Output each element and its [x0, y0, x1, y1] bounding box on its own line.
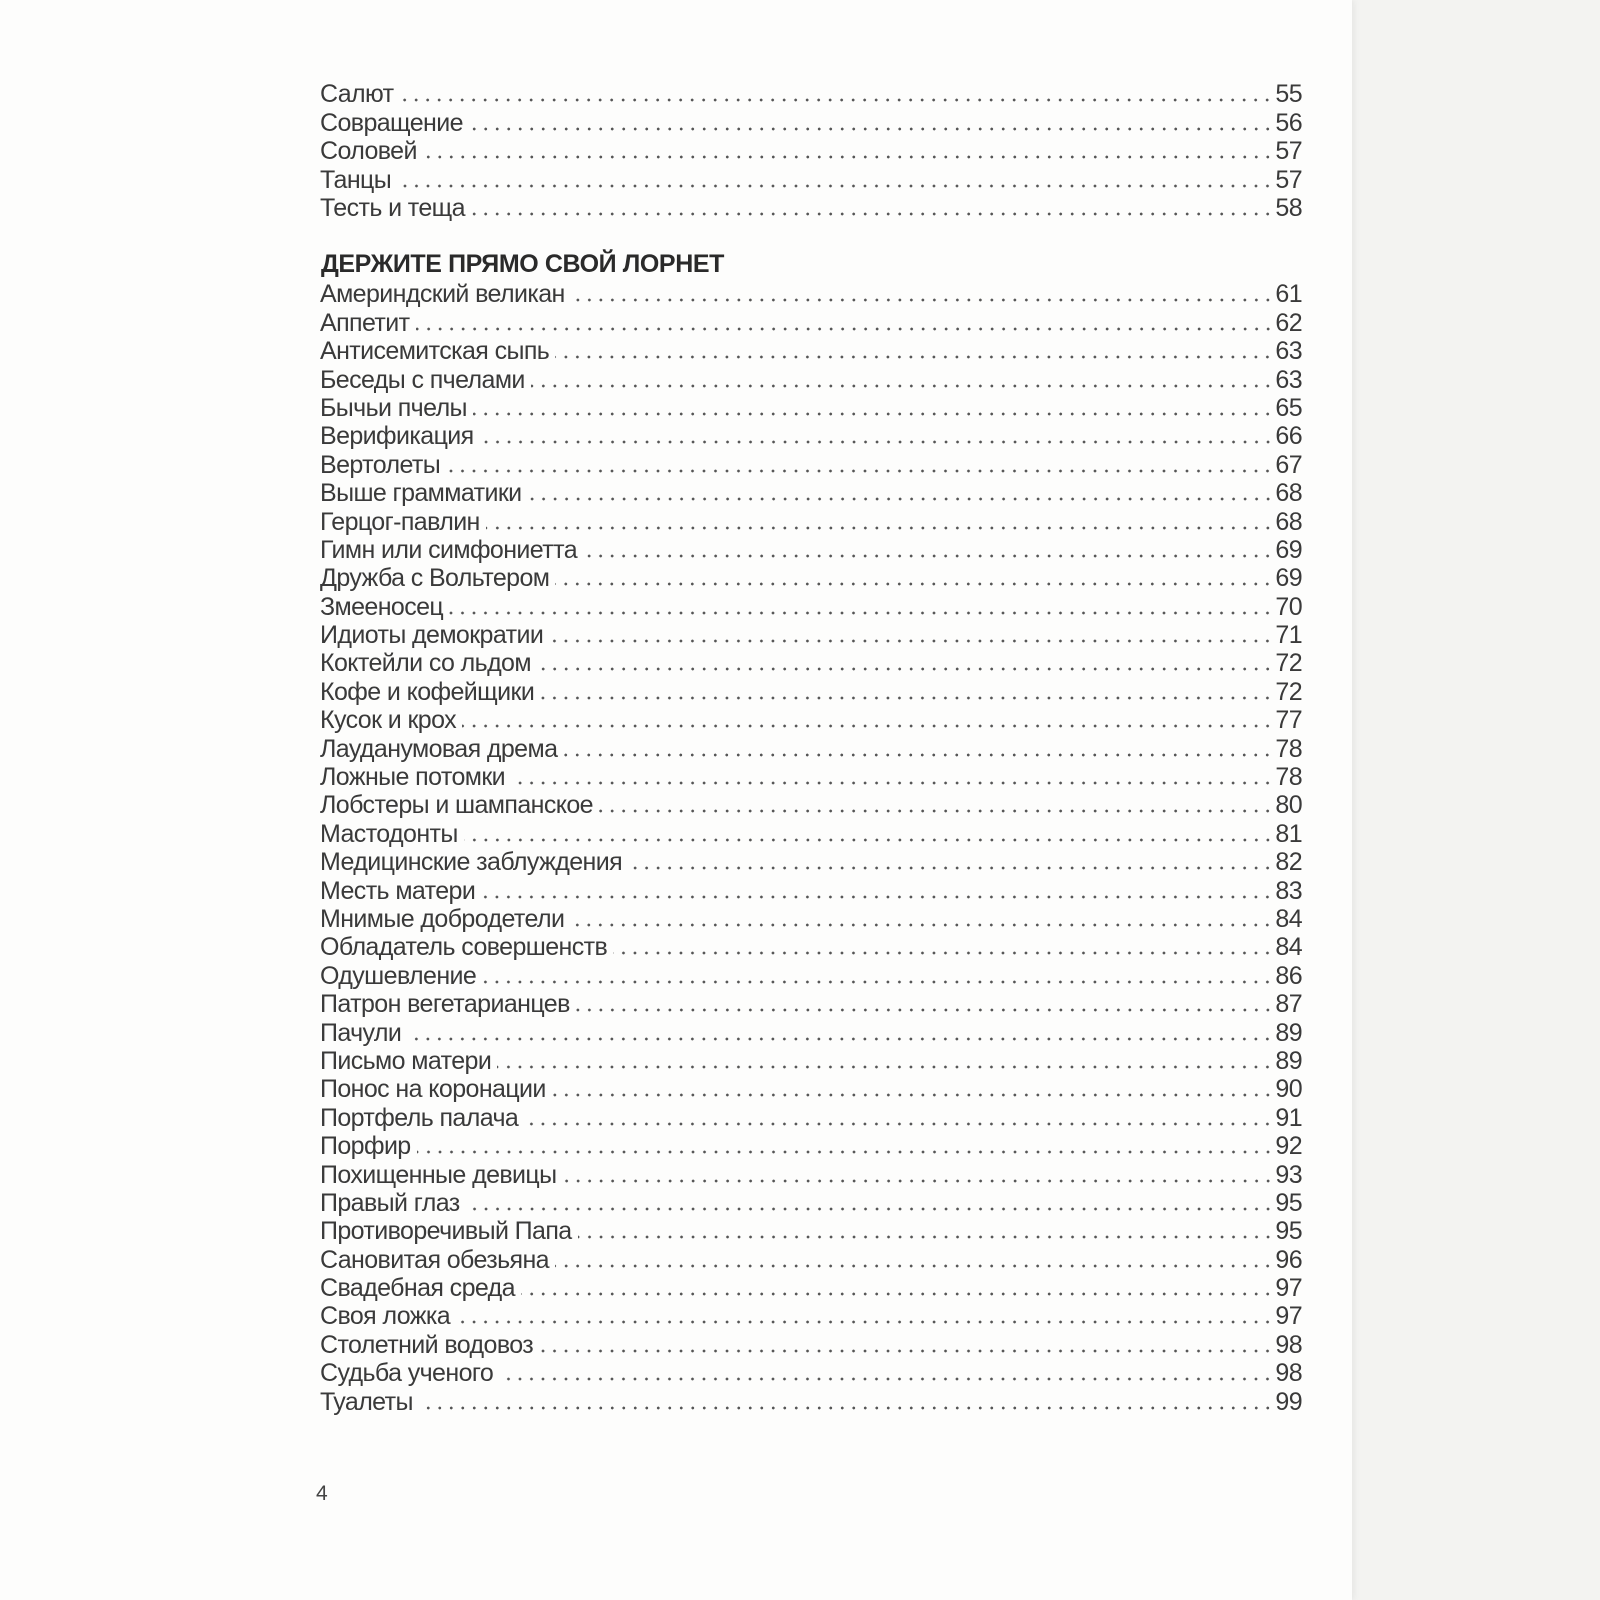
dot-leader: [462, 724, 1273, 728]
entry-title: Порфир: [320, 1132, 411, 1161]
dot-leader: [576, 1008, 1274, 1012]
entry-page-number: 58: [1275, 193, 1302, 222]
toc-list-section: [320, 280, 1302, 1416]
dot-leader: [466, 1207, 1274, 1211]
entry-page-number: 55: [1275, 80, 1302, 109]
toc-entry: [320, 1217, 1302, 1245]
entry-title: Пачули: [320, 1018, 402, 1047]
toc-entry: [320, 1359, 1302, 1387]
toc-entry: [320, 536, 1302, 564]
dot-leader: [469, 127, 1273, 131]
entry-page-number: 96: [1275, 1245, 1302, 1274]
dot-leader: [482, 980, 1273, 984]
dot-leader: [499, 1377, 1273, 1381]
dot-leader: [540, 696, 1273, 700]
toc-entry: [320, 621, 1302, 649]
entry-title: Гимн или симфониетта: [320, 535, 577, 564]
dot-leader: [416, 327, 1274, 331]
dot-leader: [552, 1093, 1274, 1097]
toc-entry: [320, 905, 1302, 933]
toc-entry: [320, 1302, 1302, 1330]
dot-leader: [563, 753, 1273, 757]
dot-leader: [528, 497, 1274, 501]
dot-leader: [497, 1065, 1273, 1069]
entry-page-number: 65: [1275, 393, 1302, 422]
entry-page-number: 80: [1275, 791, 1302, 820]
entry-page-number: 93: [1275, 1160, 1302, 1189]
entry-page-number: 69: [1275, 564, 1302, 593]
entry-title: Беседы с пчелами: [320, 365, 525, 394]
entry-title: Портфель палача: [320, 1103, 519, 1132]
toc-entry: [320, 194, 1302, 222]
dot-leader: [524, 1122, 1273, 1126]
toc-entry: [320, 564, 1302, 592]
entry-page-number: 72: [1275, 677, 1302, 706]
toc-entry: [320, 876, 1302, 904]
toc-entry: [320, 337, 1302, 365]
dot-leader: [578, 1235, 1274, 1239]
dot-leader: [570, 923, 1273, 927]
entry-title: Судьба ученого: [320, 1359, 494, 1388]
dot-leader: [511, 781, 1273, 785]
entry-page-number: 99: [1275, 1387, 1302, 1416]
entry-title: Аппетит: [320, 308, 410, 337]
entry-title: Танцы: [320, 165, 392, 194]
entry-title: Противоречивый Папа: [320, 1217, 572, 1246]
entry-title: Бычьи пчелы: [320, 393, 467, 422]
dot-leader: [486, 526, 1274, 530]
dot-leader: [423, 155, 1274, 159]
toc-entry: [320, 1245, 1302, 1273]
entry-title: Салют: [320, 80, 394, 109]
entry-title: Совращение: [320, 108, 463, 137]
toc-entry: [320, 990, 1302, 1018]
entry-title: Коктейли со льдом: [320, 649, 531, 678]
entry-title: Туалеты: [320, 1387, 413, 1416]
entry-page-number: 78: [1275, 763, 1302, 792]
toc-entry: [320, 1160, 1302, 1188]
entry-title: Кофе и кофейщики: [320, 677, 535, 706]
entry-page-number: 86: [1275, 961, 1302, 990]
dot-leader: [419, 1406, 1274, 1410]
toc-entry: [320, 1103, 1302, 1131]
entry-page-number: 61: [1275, 280, 1302, 309]
entry-page-number: 69: [1275, 535, 1302, 564]
toc-entry: [320, 1047, 1302, 1075]
entry-title: Ложные потомки: [320, 763, 506, 792]
dot-leader: [399, 98, 1273, 102]
entry-title: Понос на коронации: [320, 1075, 546, 1104]
toc-entry: [320, 280, 1302, 308]
toc-entry: [320, 791, 1302, 819]
dot-leader: [456, 1320, 1273, 1324]
dot-leader: [539, 1349, 1273, 1353]
dot-leader: [417, 1150, 1274, 1154]
dot-leader: [481, 895, 1273, 899]
entry-title: Правый глаз: [320, 1188, 460, 1217]
entry-title: Вертолеты: [320, 450, 441, 479]
entry-title: Свадебная среда: [320, 1274, 515, 1303]
entry-page-number: 68: [1275, 507, 1302, 536]
entry-page-number: 67: [1275, 450, 1302, 479]
entry-title: Соловей: [320, 137, 417, 166]
entry-page-number: 84: [1275, 933, 1302, 962]
entry-page-number: 95: [1275, 1188, 1302, 1217]
dot-leader: [537, 667, 1273, 671]
toc-entry: [320, 1018, 1302, 1046]
entry-page-number: 98: [1275, 1359, 1302, 1388]
entry-title: Медицинские заблуждения: [320, 848, 623, 877]
entry-page-number: 82: [1275, 848, 1302, 877]
entry-title: Антисемитская сыпь: [320, 337, 550, 366]
entry-page-number: 71: [1275, 621, 1302, 650]
entry-title: Патрон вегетарианцев: [320, 990, 570, 1019]
entry-title: Обладатель совершенств: [320, 933, 608, 962]
toc-entry: [320, 108, 1302, 136]
entry-page-number: 91: [1275, 1103, 1302, 1132]
dot-leader: [563, 1179, 1274, 1183]
entry-title: Лобстеры и шампанское: [320, 791, 593, 820]
toc-entry: [320, 734, 1302, 762]
page-number: 4: [316, 1482, 328, 1505]
dot-leader: [473, 412, 1273, 416]
dot-leader: [555, 1264, 1273, 1268]
entry-title: Идиоты демократии: [320, 621, 544, 650]
entry-page-number: 63: [1275, 365, 1302, 394]
entry-title: Месть матери: [320, 876, 476, 905]
entry-title: Выше грамматики: [320, 479, 522, 508]
dot-leader: [480, 440, 1274, 444]
toc-entry: [320, 394, 1302, 422]
entry-page-number: 62: [1275, 308, 1302, 337]
dot-leader: [555, 355, 1273, 359]
entry-page-number: 89: [1275, 1018, 1302, 1047]
toc-list-top: [320, 80, 1302, 222]
toc-entry: [320, 1274, 1302, 1302]
dot-leader: [521, 1292, 1273, 1296]
toc-entry: [320, 848, 1302, 876]
entry-title: Кусок и крох: [320, 706, 457, 735]
entry-page-number: 66: [1275, 422, 1302, 451]
toc-entry: [320, 165, 1302, 193]
toc-entry: [320, 507, 1302, 535]
dot-leader: [446, 469, 1273, 473]
toc-entry: [320, 365, 1302, 393]
entry-page-number: 89: [1275, 1046, 1302, 1075]
entry-title: Верификация: [320, 422, 474, 451]
dot-leader: [583, 554, 1273, 558]
toc-entry: [320, 819, 1302, 847]
toc-entry: [320, 1189, 1302, 1217]
entry-title: Мастодонты: [320, 819, 458, 848]
entry-title: Лауданумовая дрема: [320, 734, 558, 763]
toc-entry: [320, 763, 1302, 791]
entry-page-number: 81: [1275, 819, 1302, 848]
dot-leader: [407, 1037, 1273, 1041]
dot-leader: [613, 951, 1273, 955]
entry-page-number: 72: [1275, 649, 1302, 678]
entry-page-number: 92: [1275, 1132, 1302, 1161]
toc-entry: [320, 80, 1302, 108]
dot-leader: [397, 184, 1273, 188]
entry-page-number: 57: [1275, 137, 1302, 166]
toc-entry: [320, 1330, 1302, 1358]
entry-page-number: 56: [1275, 108, 1302, 137]
entry-page-number: 97: [1275, 1302, 1302, 1331]
dot-leader: [549, 639, 1273, 643]
entry-page-number: 63: [1275, 337, 1302, 366]
entry-page-number: 90: [1275, 1075, 1302, 1104]
entry-page-number: 84: [1275, 904, 1302, 933]
dot-leader: [531, 384, 1274, 388]
toc-entry: [320, 649, 1302, 677]
toc-entry: [320, 479, 1302, 507]
entry-title: Змееносец: [320, 592, 444, 621]
toc-entry: [320, 1387, 1302, 1415]
dot-leader: [571, 298, 1274, 302]
toc-entry: [320, 592, 1302, 620]
toc-entry: [320, 706, 1302, 734]
dot-leader: [471, 212, 1273, 216]
toc-entry: [320, 308, 1302, 336]
toc-entry: [320, 961, 1302, 989]
dot-leader: [599, 809, 1273, 813]
entry-title: Письмо матери: [320, 1046, 492, 1075]
toc-entry: [320, 1132, 1302, 1160]
dot-leader: [449, 611, 1273, 615]
entry-title: Мнимые добродетели: [320, 904, 565, 933]
entry-title: Герцог-павлин: [320, 507, 480, 536]
entry-title: Одушевление: [320, 961, 477, 990]
entry-title: Своя ложка: [320, 1302, 451, 1331]
entry-title: Америндский великан: [320, 280, 565, 309]
section-heading: ДЕРЖИТЕ ПРЯМО СВОЙ ЛОРНЕТ: [321, 250, 725, 278]
entry-title: Сановитая обезьяна: [320, 1245, 549, 1274]
toc-entry: [320, 677, 1302, 705]
entry-page-number: 95: [1275, 1217, 1302, 1246]
dot-leader: [464, 838, 1274, 842]
entry-page-number: 83: [1275, 876, 1302, 905]
entry-page-number: 97: [1275, 1274, 1302, 1303]
entry-page-number: 77: [1275, 706, 1302, 735]
toc-entry: [320, 450, 1302, 478]
dot-leader: [555, 582, 1273, 586]
toc-entry: [320, 137, 1302, 165]
entry-title: Похищенные девицы: [320, 1160, 557, 1189]
entry-page-number: 78: [1275, 734, 1302, 763]
entry-page-number: 68: [1275, 479, 1302, 508]
entry-page-number: 87: [1275, 990, 1302, 1019]
entry-page-number: 70: [1275, 592, 1302, 621]
entry-title: Тесть и теща: [320, 193, 465, 222]
entry-title: Дружба с Вольтером: [320, 564, 550, 593]
toc-entry: [320, 422, 1302, 450]
entry-page-number: 57: [1275, 165, 1302, 194]
toc-entry: [320, 933, 1302, 961]
toc-entry: [320, 1075, 1302, 1103]
entry-title: Столетний водовоз: [320, 1330, 534, 1359]
dot-leader: [628, 866, 1273, 870]
entry-page-number: 98: [1275, 1330, 1302, 1359]
